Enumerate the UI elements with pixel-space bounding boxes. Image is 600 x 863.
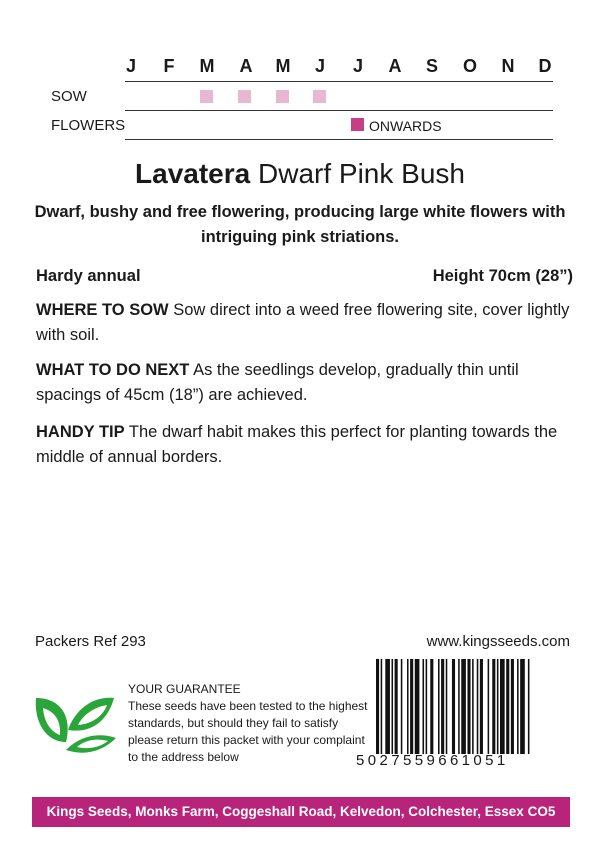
barcode-bars	[376, 659, 570, 754]
handy-tip-section	[36, 420, 576, 470]
month-oct: O	[462, 56, 477, 76]
plant-type: Hardy annual	[36, 267, 141, 285]
calendar-divider-middle	[125, 110, 553, 111]
calendar-divider-top	[125, 81, 553, 82]
sow-marker-may	[276, 90, 289, 103]
month-jun: J	[314, 56, 325, 76]
guarantee-text: These seeds have been tested to the highest standards, but should they fail to satisfy please return this packet with your complaint to the address below	[128, 699, 368, 764]
handy-tip-heading: HANDY TIP	[36, 423, 125, 441]
leaf-logo-icon	[32, 690, 122, 760]
product-description: Dwarf, bushy and free flowering, producing large white flowers with intriguing pink striations.	[34, 203, 566, 246]
month-jan: J	[125, 56, 136, 76]
plant-height: Height 70cm (28”)	[432, 267, 573, 285]
guarantee-heading: YOUR GUARANTEE	[128, 682, 241, 696]
handy-tip-text: The dwarf habit makes this perfect for planting towards the middle of annual borders.	[36, 423, 558, 466]
flowers-marker-sep	[351, 118, 364, 131]
title-genus: Lavatera	[135, 158, 251, 189]
flowers-label: FLOWERS	[51, 117, 126, 134]
what-next-section	[36, 358, 576, 408]
sow-marker-jun	[313, 90, 326, 103]
product-title	[0, 158, 600, 190]
guarantee-block	[128, 681, 368, 766]
month-may: M	[275, 56, 291, 76]
where-to-sow-heading: WHERE TO SOW	[36, 301, 169, 319]
sow-marker-mar	[200, 90, 213, 103]
where-to-sow-section	[36, 298, 576, 348]
month-aug: A	[388, 56, 402, 76]
onwards-label: ONWARDS	[369, 118, 442, 134]
calendar-divider-bottom	[125, 139, 553, 140]
website: www.kingsseeds.com	[426, 633, 570, 650]
sow-label: SOW	[51, 88, 87, 105]
packers-ref: Packers Ref 293	[35, 633, 146, 650]
barcode-number: 5027559661051	[356, 752, 509, 769]
sow-marker-apr	[238, 90, 251, 103]
month-mar: M	[199, 56, 215, 76]
what-next-text: As the seedlings develop, gradually thin until spacings of 45cm (18”) are achieved.	[36, 361, 519, 404]
what-next-heading: WHAT TO DO NEXT	[36, 361, 190, 379]
where-to-sow-text: Sow direct into a weed free flowering site, cover lightly with soil.	[36, 301, 570, 344]
title-variety: Dwarf Pink Bush	[258, 158, 465, 189]
month-jul: J	[352, 56, 363, 76]
month-sep: S	[425, 56, 438, 76]
month-apr: A	[239, 56, 253, 76]
month-dec: D	[538, 56, 552, 76]
footer-address: Kings Seeds, Monks Farm, Coggeshall Road, Kelvedon, Colchester, Essex CO5 9PG	[32, 797, 570, 827]
month-nov: N	[501, 56, 515, 76]
month-feb: F	[163, 56, 175, 76]
